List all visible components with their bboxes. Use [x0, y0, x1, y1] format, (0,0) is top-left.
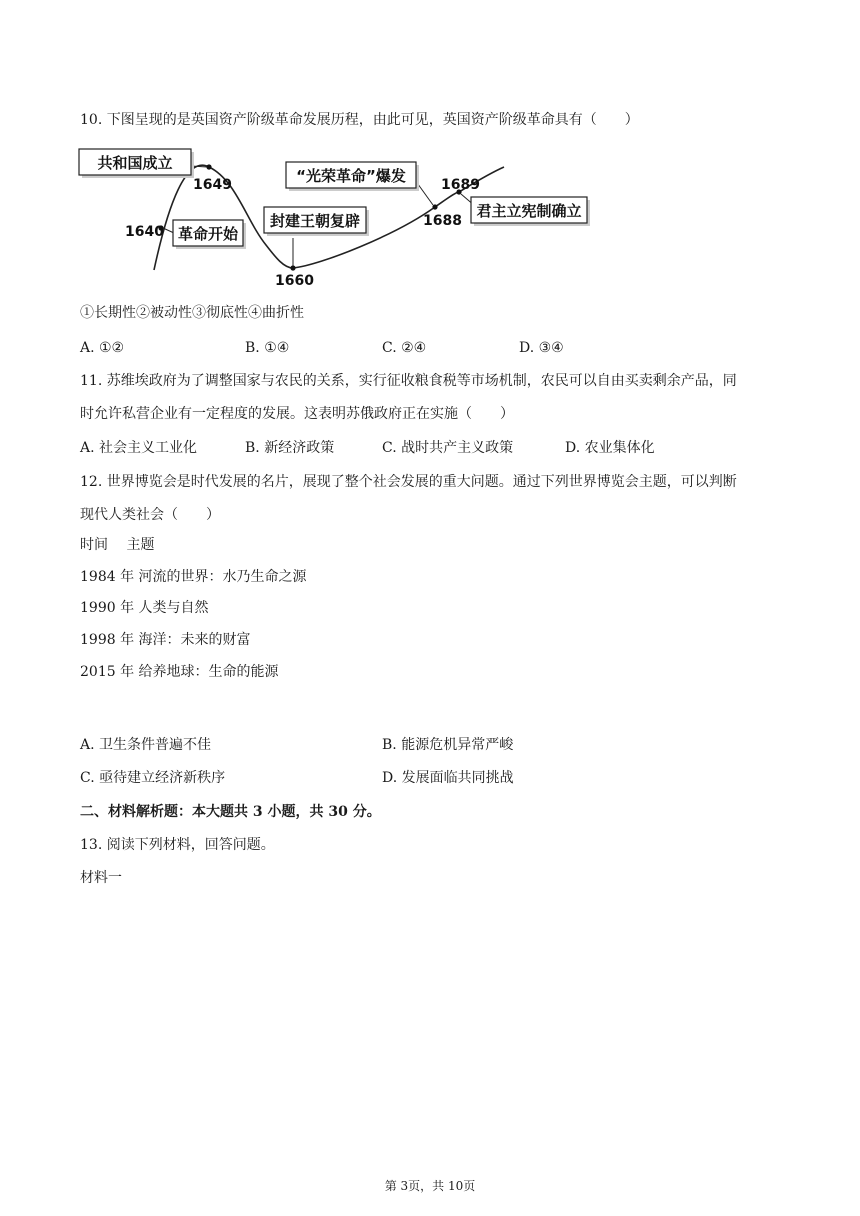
- year-1640: 1640: [125, 224, 164, 240]
- q11-stem-line2: 时允许私营企业有一定程度的发展。这表明苏俄政府正在实施（ ）: [80, 406, 514, 422]
- q13-material1-label: 材料一: [80, 870, 122, 886]
- q12-row-1998: 1998 年 海洋：未来的财富: [80, 632, 251, 648]
- q11-option-b[interactable]: B. 新经济政策: [245, 440, 335, 456]
- label-restoration: 封建王朝复辟: [269, 212, 361, 230]
- q13-stem: 13. 阅读下列材料，回答问题。: [80, 837, 275, 853]
- q12-row-1990: 1990 年 人类与自然: [80, 600, 209, 616]
- box-constitutional: [471, 197, 590, 226]
- q12-stem-line1: 12. 世界博览会是时代发展的名片，展现了整个社会发展的重大问题。通过下列世界博览会主题，可以判断: [80, 474, 737, 490]
- q10-option-a[interactable]: A. ①②: [80, 340, 125, 356]
- year-1649: 1649: [193, 177, 232, 193]
- q12-option-b[interactable]: B. 能源危机异常严峻: [382, 737, 514, 753]
- q10-stem: 10. 下图呈现的是英国资产阶级革命发展历程，由此可见，英国资产阶级革命具有（ ）: [80, 112, 639, 128]
- revolution-timeline-diagram: [76, 140, 596, 290]
- q11-option-a[interactable]: A. 社会主义工业化: [80, 440, 198, 456]
- q12-table-header: 时间 主题: [80, 537, 155, 553]
- label-start: 革命开始: [177, 225, 239, 243]
- year-1689: 1689: [441, 177, 480, 193]
- year-1660: 1660: [275, 273, 314, 289]
- box-republic: [79, 149, 194, 178]
- q11-option-d[interactable]: D. 农业集体化: [565, 440, 655, 456]
- q12-option-d[interactable]: D. 发展面临共同挑战: [382, 770, 514, 786]
- year-1688: 1688: [423, 213, 462, 229]
- label-constitutional: 君主立宪制确立: [476, 202, 582, 220]
- point-1688: [432, 204, 437, 209]
- label-glorious: “光荣革命”爆发: [296, 167, 406, 185]
- q10-option-b[interactable]: B. ①④: [245, 340, 290, 356]
- q12-row-2015: 2015 年 给养地球：生命的能源: [80, 664, 279, 680]
- q12-option-a[interactable]: A. 卫生条件普遍不佳: [80, 737, 212, 753]
- q10-option-d[interactable]: D. ③④: [519, 340, 564, 356]
- q11-option-c[interactable]: C. 战时共产主义政策: [382, 440, 514, 456]
- box-restoration: [264, 207, 369, 236]
- point-1660: [290, 265, 295, 270]
- label-republic: 共和国成立: [97, 154, 173, 172]
- page-footer: 第 3页，共 10页: [384, 1179, 476, 1193]
- q10-statements: ①长期性②被动性③彻底性④曲折性: [80, 305, 304, 321]
- box-start: [173, 220, 246, 249]
- q12-row-1984: 1984 年 河流的世界：水乃生命之源: [80, 569, 307, 585]
- q12-stem-line2: 现代人类社会（ ）: [80, 507, 220, 523]
- q12-option-c[interactable]: C. 亟待建立经济新秩序: [80, 770, 226, 786]
- q11-stem-line1: 11. 苏维埃政府为了调整国家与农民的关系，实行征收粮食税等市场机制，农民可以自由买卖剩余产品，同: [80, 373, 737, 389]
- q10-option-c[interactable]: C. ②④: [382, 340, 427, 356]
- section2-heading: 二、材料解析题：本大题共 3 小题，共 30 分。: [80, 804, 381, 820]
- box-glorious: [286, 162, 419, 191]
- point-1649: [206, 164, 211, 169]
